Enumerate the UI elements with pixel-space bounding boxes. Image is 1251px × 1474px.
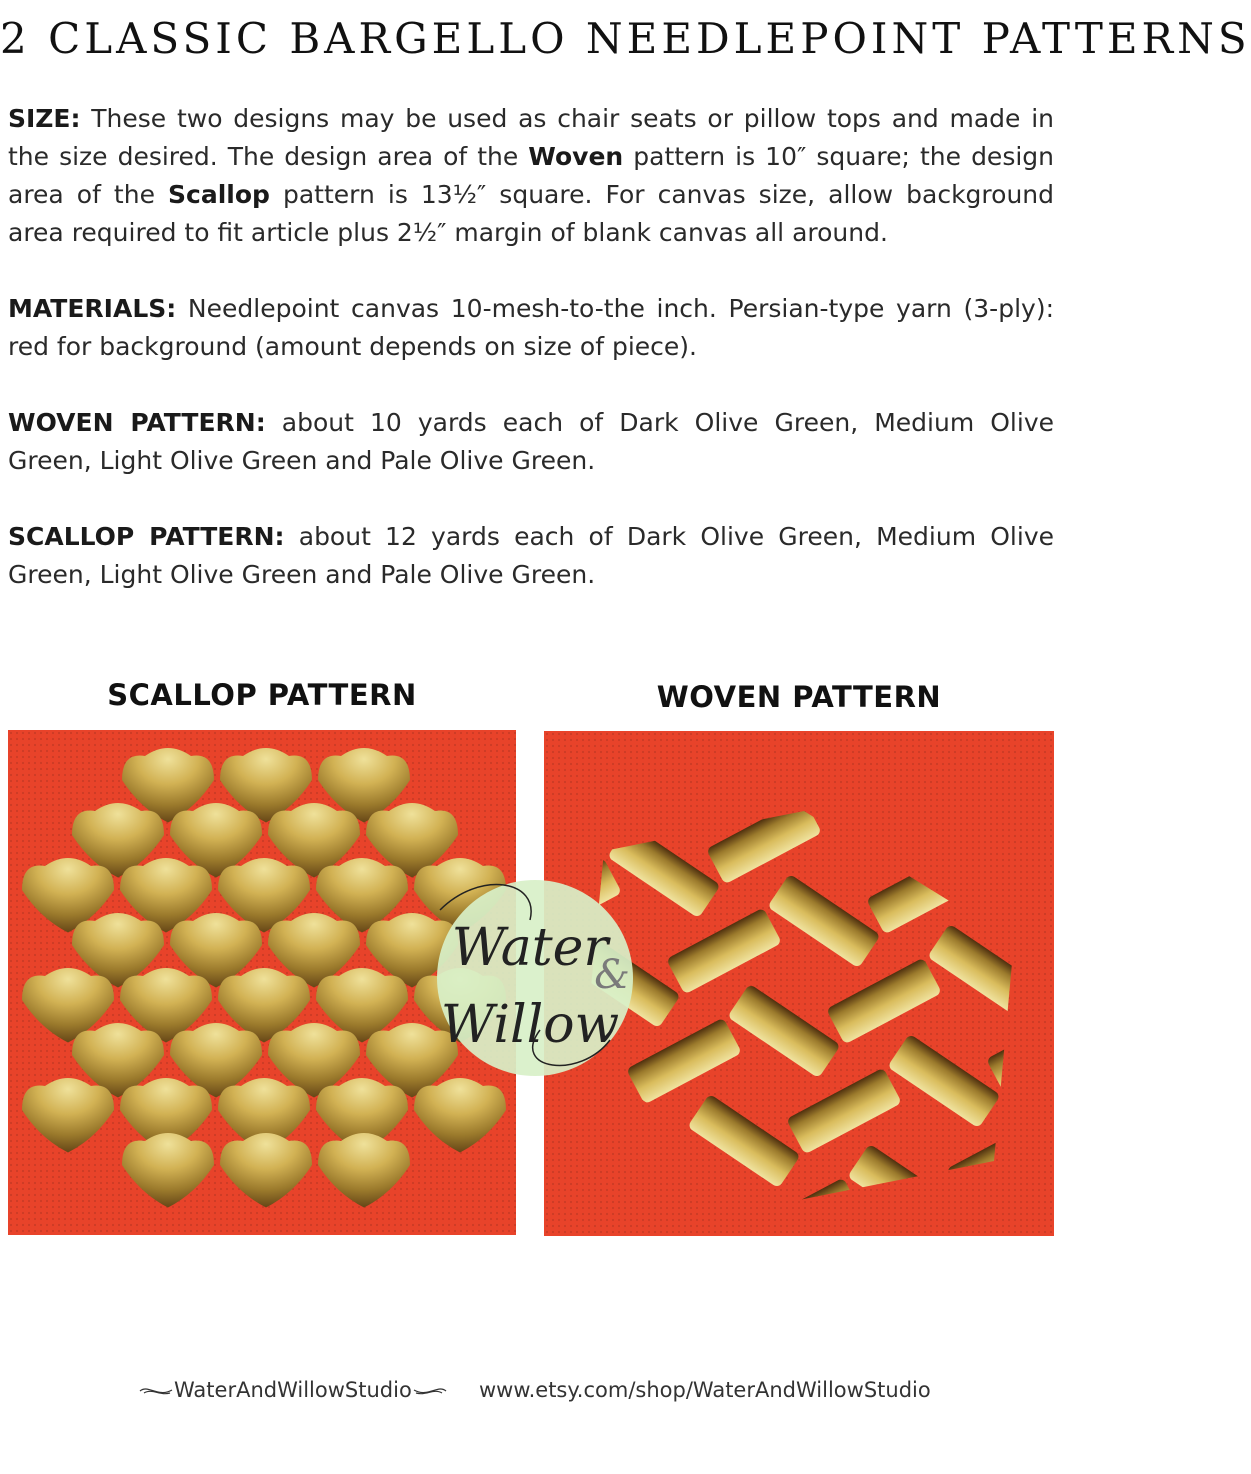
- woven-emphasis: Woven: [528, 142, 624, 171]
- watermark-amp: &: [594, 952, 630, 998]
- watermark-logo: [420, 870, 640, 1080]
- woven-bar: [426, 588, 542, 675]
- woven-bar: [1167, 1244, 1251, 1339]
- woven-yarn-text: about 10 yards each of Dark Olive Green, Medium Olive Green, Light Olive Green and Pale Olive Green.: [8, 408, 1054, 475]
- woven-bar: [1247, 534, 1251, 629]
- shop-name: WaterAndWillowStudio: [174, 1378, 412, 1402]
- scallop-yarn-label: SCALLOP PATTERN:: [8, 522, 285, 551]
- size-paragraph: [8, 100, 1054, 252]
- woven-bar: [1226, 838, 1251, 925]
- materials-text: Needlepoint canvas 10-mesh-to-the inch. Persian-type yarn (3-ply): red for background (amount depends on size of piece).: [8, 294, 1054, 361]
- size-text: pattern is 13½″ square. For canvas size, allow background area required to fit article plus 2½″ margin of blank canvas all around.: [8, 180, 1054, 247]
- woven-bar: [1066, 1278, 1182, 1365]
- woven-bar: [1186, 458, 1251, 545]
- flourish-left-icon: [138, 1384, 174, 1398]
- woven-bar: [1167, 754, 1251, 849]
- woven-yarn-paragraph: [8, 404, 1054, 480]
- flourish-right-icon: [412, 1384, 448, 1398]
- woven-bar: [1047, 1084, 1161, 1179]
- woven-bar: [967, 1304, 1081, 1399]
- woven-bar: [1146, 1058, 1251, 1145]
- woven-caption: WOVEN PATTERN: [656, 680, 942, 714]
- woven-yarn-label: WOVEN PATTERN:: [8, 408, 266, 437]
- woven-bar: [1186, 948, 1251, 1035]
- scallop-yarn-text: about 12 yards each of Dark Olive Green, Medium Olive Green, Light Olive Green and Pale Olive Green.: [8, 522, 1055, 589]
- woven-bar: [1106, 678, 1222, 765]
- scallop-caption: SCALLOP PATTERN: [107, 678, 417, 712]
- materials-paragraph: [8, 290, 1054, 366]
- woven-bar: [906, 1228, 1022, 1315]
- watermark-line2: Willow: [440, 995, 620, 1055]
- woven-bar: [447, 1264, 561, 1359]
- woven-bar: [1127, 864, 1241, 959]
- size-label: SIZE:: [8, 104, 81, 133]
- size-text: These two designs may be used as chair seats or pillow tops and made in the size desired. The design area of the: [8, 104, 1054, 171]
- scallop-emphasis: Scallop: [168, 180, 270, 209]
- woven-bar: [1087, 974, 1201, 1069]
- woven-bar: [666, 1398, 782, 1474]
- woven-bar: [1087, 484, 1201, 579]
- size-text: pattern is 10″ square; the design area of the: [8, 142, 1055, 209]
- woven-bar: [567, 1424, 681, 1474]
- materials-label: MATERIALS:: [8, 294, 177, 323]
- woven-bar: [1207, 644, 1251, 739]
- footer-shop-url[interactable]: www.etsy.com/shop/WaterAndWillowStudio: [479, 1378, 931, 1402]
- woven-bar: [546, 1238, 662, 1325]
- footer-shop-name: [138, 1378, 448, 1402]
- woven-bar: [1047, 594, 1161, 689]
- woven-bar: [1066, 788, 1182, 875]
- woven-bar: [1066, 298, 1182, 385]
- woven-bar: [1106, 1168, 1222, 1255]
- woven-bar: [706, 1288, 822, 1375]
- woven-bar: [1247, 1024, 1251, 1119]
- page-title: 2 CLASSIC BARGELLO NEEDLEPOINT PATTERNS: [0, 14, 1251, 63]
- woven-bar: [1127, 374, 1241, 469]
- watermark-line1: Water: [451, 918, 609, 978]
- woven-bar: [1146, 568, 1251, 655]
- woven-bar: [66, 598, 182, 685]
- scallop-yarn-paragraph: [8, 518, 1054, 594]
- woven-bar: [807, 1254, 921, 1349]
- woven-bar: [1207, 1134, 1251, 1229]
